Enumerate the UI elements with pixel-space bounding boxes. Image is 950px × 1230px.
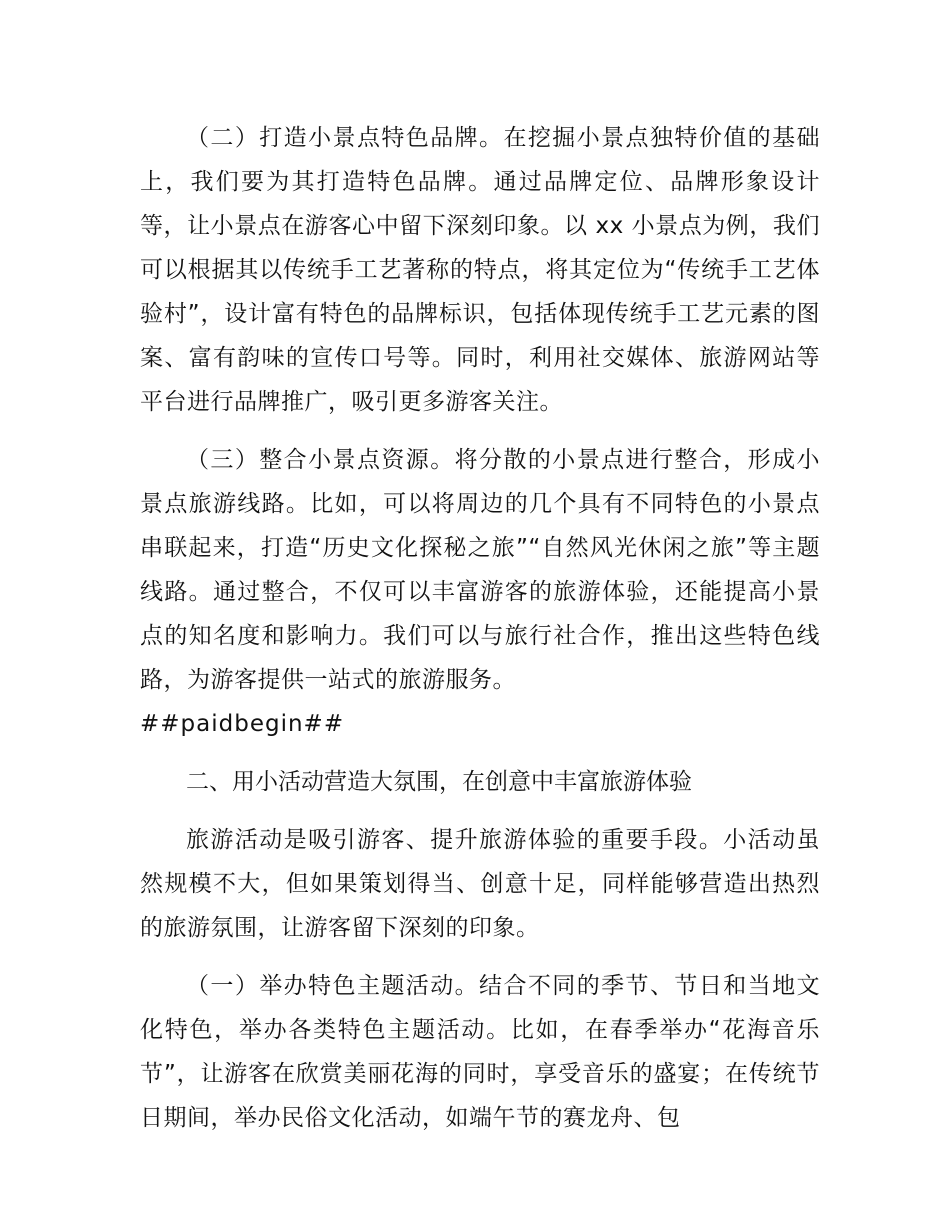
paragraph-theme-activities: （一）举办特色主题活动。结合不同的季节、节日和当地文化特色，举办各类特色主题活动。比如，在春季举办“花海音乐节”，让游客在欣赏美丽花海的同时，享受音乐的盛宴；在传统节日期间，举办民俗文化活动，如端午节的赛龙舟、包 [140, 973, 820, 1131]
section-heading: 二、用小活动营造大氛围，在创意中丰富旅游体验 [186, 769, 692, 795]
paragraph-integrate: （三）整合小景点资源。将分散的小景点进行整合，形成小景点旅游线路。比如，可以将周边的几个具有不同特色的小景点串联起来，打造“历史文化探秘之旅”“自然风光休闲之旅”等主题线路。通过整合，不仅可以丰富游客的旅游体验，还能提高小景点的知名度和影响力。我们可以与旅行社合作，推出这些特色线路，为游客提供一站式的旅游服务。 [140, 447, 820, 693]
paid-begin-marker: ##paidbegin## [140, 711, 345, 737]
document-page [140, 116, 820, 1154]
paragraph-activities-intro: 旅游活动是吸引游客、提升旅游体验的重要手段。小活动虽然规模不大，但如果策划得当、创意十足，同样能够营造出热烈的旅游氛围，让游客留下深刻的印象。 [140, 827, 820, 941]
paragraph-brand: （二）打造小景点特色品牌。在挖掘小景点独特价值的基础上，我们要为其打造特色品牌。通过品牌定位、品牌形象设计等，让小景点在游客心中留下深刻印象。以 xx 小景点为例，我们可以根据其以传统手工艺著称的特点，将其定位为“传统手工艺体验村”，设计富有特色的品牌标识，包括体现传统手工艺元素的图案、富有韵味的宣传口号等。同时，利用社交媒体、旅游网站等平台进行品牌推广，吸引更多游客关注。 [140, 125, 820, 415]
